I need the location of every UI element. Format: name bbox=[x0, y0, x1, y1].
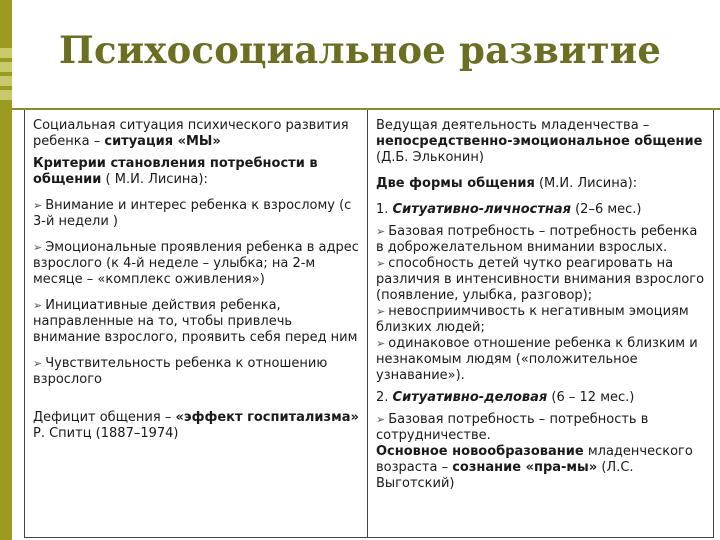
form-name: Ситуативно-деловая bbox=[392, 390, 548, 405]
bold-text: «эффект госпитализма» bbox=[175, 410, 359, 425]
deficit-text: Дефицит общения – «эффект госпитализма» Р. Спитц (1887–1974) bbox=[33, 410, 359, 441]
slide-title: Психосоциальное развитие bbox=[58, 28, 662, 72]
arrow-bullet-icon: ➢ bbox=[33, 199, 43, 212]
list-item: ➢ Базовая потребность – потребность в сотрудничестве. bbox=[376, 412, 649, 443]
list-item: ➢ одинаковое отношение ребенка к близким и незнакомым людям («положительное узнавание»). bbox=[376, 336, 698, 383]
leading-activity: Ведущая деятельность младенчества – непосредственно-эмоциональное общение (Д.Б. Эльконин) bbox=[376, 118, 703, 165]
arrow-bullet-icon: ➢ bbox=[33, 241, 43, 254]
list-item: ➢ Чувствительность ребенка к отношению взрослого bbox=[33, 356, 328, 387]
text: ( М.И. Лисина): bbox=[101, 172, 208, 187]
bold-text: непосредственно-эмоциональное общение bbox=[376, 134, 703, 149]
list-item: ➢ Базовая потребность – потребность ребенка в доброжелательном внимании взрослых. bbox=[376, 224, 698, 255]
left-accent-bar bbox=[0, 0, 12, 540]
arrow-bullet-icon: ➢ bbox=[376, 225, 386, 238]
list-item: ➢ невосприимчивость к негативным эмоциям близких людей; bbox=[376, 304, 689, 335]
arrow-bullet-icon: ➢ bbox=[376, 257, 386, 270]
form-1-title: 1. Ситуативно-личностная (2–6 мес.) bbox=[376, 202, 642, 217]
list-item: ➢ Инициативные действия ребенка, направленные на то, чтобы привлечь внимание взрослого, проявить себя перед ним bbox=[33, 298, 358, 345]
criteria-heading bbox=[33, 156, 361, 188]
arrow-bullet-icon: ➢ bbox=[33, 299, 43, 312]
bold-text: Основное новообразование bbox=[376, 444, 584, 459]
bold-text: Критерии становления потребности в общении bbox=[33, 156, 318, 187]
bold-text: Две формы общения bbox=[376, 176, 535, 191]
form-2-title: 2. Ситуативно-деловая (6 – 12 мес.) bbox=[376, 390, 635, 405]
bold-text: ситуация «МЫ» bbox=[104, 134, 221, 149]
arrow-bullet-icon: ➢ bbox=[376, 413, 386, 426]
social-situation bbox=[33, 118, 361, 150]
neoformation: Основное новообразование младенческого возраста – сознание «пра-мы» (Л.С. Выготский) bbox=[376, 444, 693, 491]
content-table bbox=[24, 110, 714, 538]
arrow-bullet-icon: ➢ bbox=[376, 305, 386, 318]
accent-square bbox=[0, 76, 12, 86]
left-column bbox=[25, 110, 367, 537]
accent-square bbox=[0, 90, 12, 100]
form-name: Ситуативно-личностная bbox=[392, 202, 571, 217]
arrow-bullet-icon: ➢ bbox=[376, 337, 386, 350]
list-item: ➢ Эмоциональные проявления ребенка в адрес взрослого (к 4-й неделе – улыбка; на 2-м месяце – «комплекс оживления») bbox=[33, 240, 359, 287]
arrow-bullet-icon: ➢ bbox=[33, 357, 43, 370]
list-item: ➢ способность детей чутко реагировать на различия в интенсивности внимания взрослого (появление, улыбка, разговор); bbox=[376, 256, 705, 303]
forms-heading: Две формы общения (М.И. Лисина): bbox=[376, 176, 638, 191]
list-item: ➢ Внимание и интерес ребенка к взрослому (с 3-й недели ) bbox=[33, 198, 352, 229]
text: Социальная ситуация психического развития ребенка – bbox=[33, 118, 349, 149]
right-column bbox=[367, 110, 714, 537]
bold-text: сознание «пра-мы» bbox=[452, 460, 598, 475]
